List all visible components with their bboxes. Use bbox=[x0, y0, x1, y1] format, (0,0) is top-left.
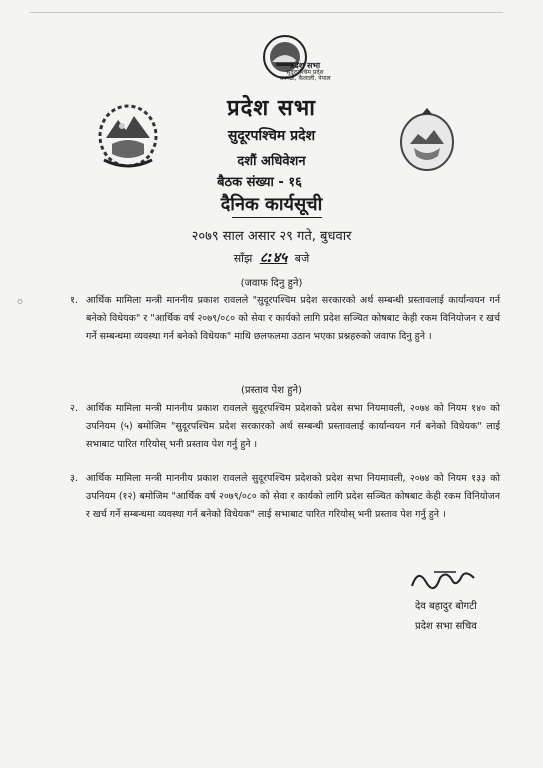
time-prefix: साँझ bbox=[233, 252, 253, 265]
meeting-time bbox=[0, 248, 543, 267]
item-number: ३. bbox=[70, 473, 78, 484]
time-handwritten: ८:४५ bbox=[259, 250, 288, 266]
assembly-logo-text bbox=[270, 62, 340, 82]
logo-line-3: धनगढी, कैलाली, नेपाल bbox=[279, 75, 331, 82]
session-name: दशौं अधिवेशन bbox=[237, 154, 306, 169]
section-heading-reply: (जवाफ दिनु हुने) bbox=[240, 278, 303, 289]
meeting-number: बैठक संख्या - १६ bbox=[217, 175, 302, 190]
logo-line-2: सुदूरपश्चिम प्रदेश bbox=[286, 69, 324, 76]
item-text: आर्थिक मामिला मन्त्री माननीय प्रकाश रावलले सुदूरपश्चिम प्रदेशको प्रदेश सभा नियमावली, २०७४ को नियम १४० को उपनियम (५) बमोजिम "सुदूरपश्चिम प्रदेश सरकारको अर्थ सम्बन्धी प्रस्तावलाई कार्यान्वयन गर्न बनेको विधेयक" लाई सभाबाट पारित गरियोस् भनी प्रस्ताव पेश गर्नु हुने । bbox=[86, 403, 500, 450]
item-text: आर्थिक मामिला मन्त्री माननीय प्रकाश रावलले "सुदूरपश्चिम प्रदेश सरकारको अर्थ सम्बन्धी प्रस्तावलाई कार्यान्वयन गर्न बनेको विधेयक" र "आर्थिक वर्ष २०७९/०८० को सेवा र कार्यको लागि प्रदेश सञ्चित कोषबाट केही रकम विनियोजन र खर्च गर्ने सम्बन्धमा व्यवस्था गर्न बनेको विधेयक" माथि छलफलमा उठान भएका प्रश्नहरुको जवाफ दिनु हुने । bbox=[86, 295, 500, 342]
section-heading-proposal: (प्रस्ताव पेश हुने) bbox=[241, 385, 302, 396]
item-number: १. bbox=[70, 295, 78, 306]
time-suffix: बजे bbox=[294, 252, 310, 265]
agenda-item-3 bbox=[70, 470, 500, 524]
logo-line-1: प्रदेश सभा bbox=[289, 61, 321, 70]
page-title: प्रदेश सभा bbox=[227, 96, 316, 121]
agenda-heading: दैनिक कार्यसूची bbox=[220, 194, 323, 215]
signatory-title: प्रदेश सभा सचिव bbox=[415, 621, 477, 632]
province-name: सुदूरपश्चिम प्रदेश bbox=[227, 128, 316, 144]
item-number: २. bbox=[70, 403, 78, 414]
meeting-date: २०७९ साल असार २९ गते, बुधवार bbox=[191, 229, 352, 244]
scan-edge-line bbox=[30, 12, 503, 13]
agenda-underline bbox=[232, 217, 322, 218]
item-text: आर्थिक मामिला मन्त्री माननीय प्रकाश रावलले सुदूरपश्चिम प्रदेशको प्रदेश सभा नियमावली, २०७४ को नियम १३३ को उपनियम (१२) बमोजिम "आर्थिक वर्ष २०७९/०८० को सेवा र कार्यको लागि प्रदेश सञ्चित कोषबाट केही रकम विनियोजन र खर्च गर्ने सम्बन्धमा व्यवस्था गर्न बनेको विधेयक" लाई सभाबाट पारित गरियोस् भनी प्रस्ताव पेश गर्नु हुने । bbox=[86, 473, 500, 520]
handwritten-signature bbox=[404, 562, 484, 596]
agenda-item-1 bbox=[70, 292, 500, 346]
margin-mark: ° bbox=[16, 296, 24, 315]
signatory-name: देव बहादुर बोगटी bbox=[415, 601, 477, 612]
agenda-item-2 bbox=[70, 400, 500, 454]
